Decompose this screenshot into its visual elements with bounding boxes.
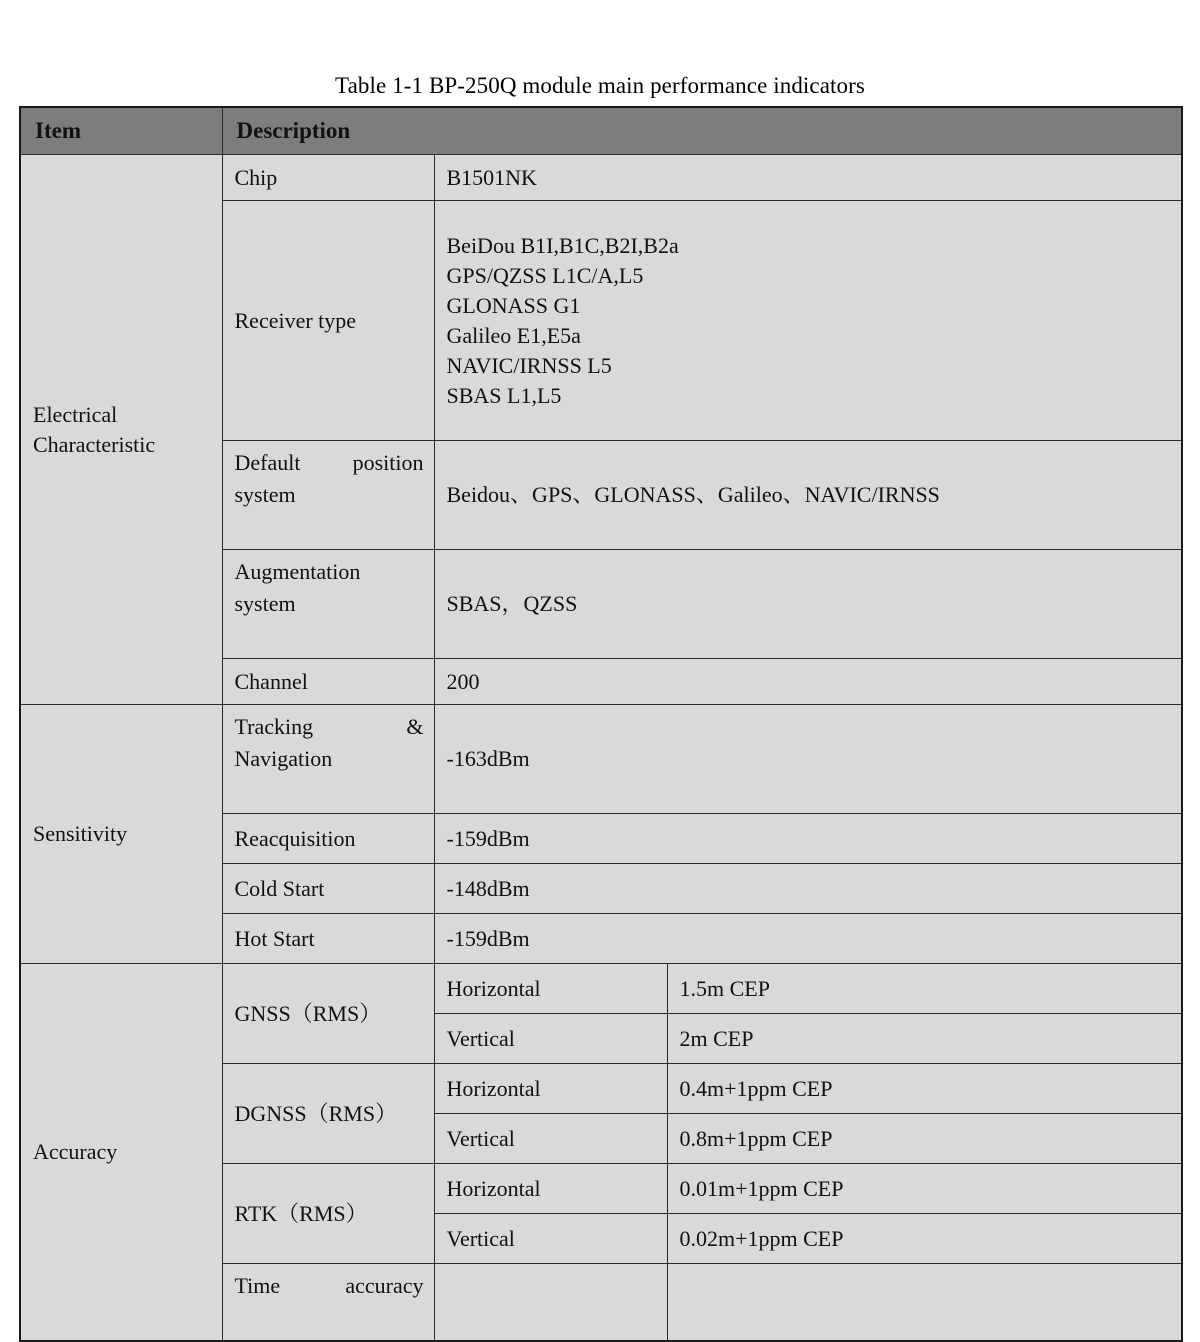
spec-value-cold-start: -148dBm <box>434 864 1182 914</box>
category-electrical-characteristic: Electrical Characteristic <box>20 155 222 705</box>
category-sensitivity: Sensitivity <box>20 705 222 964</box>
receiver-type-line: GPS/QZSS L1C/A,L5 <box>446 262 644 288</box>
table-caption: Table 1-1 BP-250Q module main performance indicators <box>335 73 865 98</box>
receiver-type-line: GLONASS G1 <box>446 292 581 318</box>
spec-value-reacquisition: -159dBm <box>434 814 1182 864</box>
spec-label-channel: Channel <box>222 659 434 705</box>
spec-label-tracking-navigation <box>222 705 434 814</box>
table-row <box>20 964 1182 1014</box>
spec-label-dgnss-rms: DGNSS（RMS） <box>222 1064 434 1164</box>
spec-label-time-accuracy <box>222 1264 434 1342</box>
spec-axis-vertical: Vertical <box>434 1214 667 1264</box>
table-header-row <box>20 107 1182 155</box>
spec-value-gnss-vertical: 2m CEP <box>667 1014 1182 1064</box>
spec-value-rtk-horizontal: 0.01m+1ppm CEP <box>667 1164 1182 1214</box>
spec-label-chip: Chip <box>222 155 434 201</box>
spec-value-time-accuracy <box>667 1264 1182 1342</box>
spec-label-receiver-type: Receiver type <box>222 201 434 441</box>
table-row <box>20 705 1182 814</box>
column-header-description: Description <box>222 107 1182 155</box>
spec-value-gnss-horizontal: 1.5m CEP <box>667 964 1182 1014</box>
spec-axis-vertical: Vertical <box>434 1014 667 1064</box>
spec-label-gnss-rms: GNSS（RMS） <box>222 964 434 1064</box>
spec-label-hot-start: Hot Start <box>222 914 434 964</box>
spec-label-augmentation-system-text: Augmentation system <box>234 559 361 616</box>
category-accuracy: Accuracy <box>20 964 222 1342</box>
table-row <box>20 155 1182 201</box>
receiver-type-line: NAVIC/IRNSS L5 <box>446 352 612 378</box>
spec-axis-time-accuracy <box>434 1264 667 1342</box>
spec-value-hot-start: -159dBm <box>434 914 1182 964</box>
spec-label-time-accuracy-text: Time accuracy <box>234 1273 424 1298</box>
spec-axis-horizontal: Horizontal <box>434 964 667 1014</box>
receiver-type-line: BeiDou B1I,B1C,B2I,B2a <box>446 232 679 258</box>
spec-label-rtk-rms: RTK（RMS） <box>222 1164 434 1264</box>
column-header-item: Item <box>20 107 222 155</box>
spec-value-receiver-type <box>434 201 1182 441</box>
spec-value-dgnss-horizontal: 0.4m+1ppm CEP <box>667 1064 1182 1114</box>
spec-value-rtk-vertical: 0.02m+1ppm CEP <box>667 1214 1182 1264</box>
spec-value-tracking-navigation: -163dBm <box>434 705 1182 814</box>
spec-value-dgnss-vertical: 0.8m+1ppm CEP <box>667 1114 1182 1164</box>
spec-axis-vertical: Vertical <box>434 1114 667 1164</box>
spec-label-cold-start: Cold Start <box>222 864 434 914</box>
spec-label-augmentation-system <box>222 550 434 659</box>
spec-axis-horizontal: Horizontal <box>434 1064 667 1114</box>
spec-value-default-position-system: Beidou、GPS、GLONASS、Galileo、NAVIC/IRNSS <box>434 441 1182 550</box>
receiver-type-line: Galileo E1,E5a <box>446 322 581 348</box>
spec-value-channel: 200 <box>434 659 1182 705</box>
receiver-type-line: SBAS L1,L5 <box>446 382 562 408</box>
specifications-table <box>19 106 1183 1342</box>
spec-label-tracking-navigation-text: Tracking & Navigation <box>234 714 424 771</box>
spec-label-reacquisition: Reacquisition <box>222 814 434 864</box>
spec-value-chip: B1501NK <box>434 155 1182 201</box>
spec-label-default-position-system-text: Default position system <box>234 450 424 507</box>
spec-value-augmentation-system: SBAS，QZSS <box>434 550 1182 659</box>
spec-axis-horizontal: Horizontal <box>434 1164 667 1214</box>
spec-label-default-position-system <box>222 441 434 550</box>
